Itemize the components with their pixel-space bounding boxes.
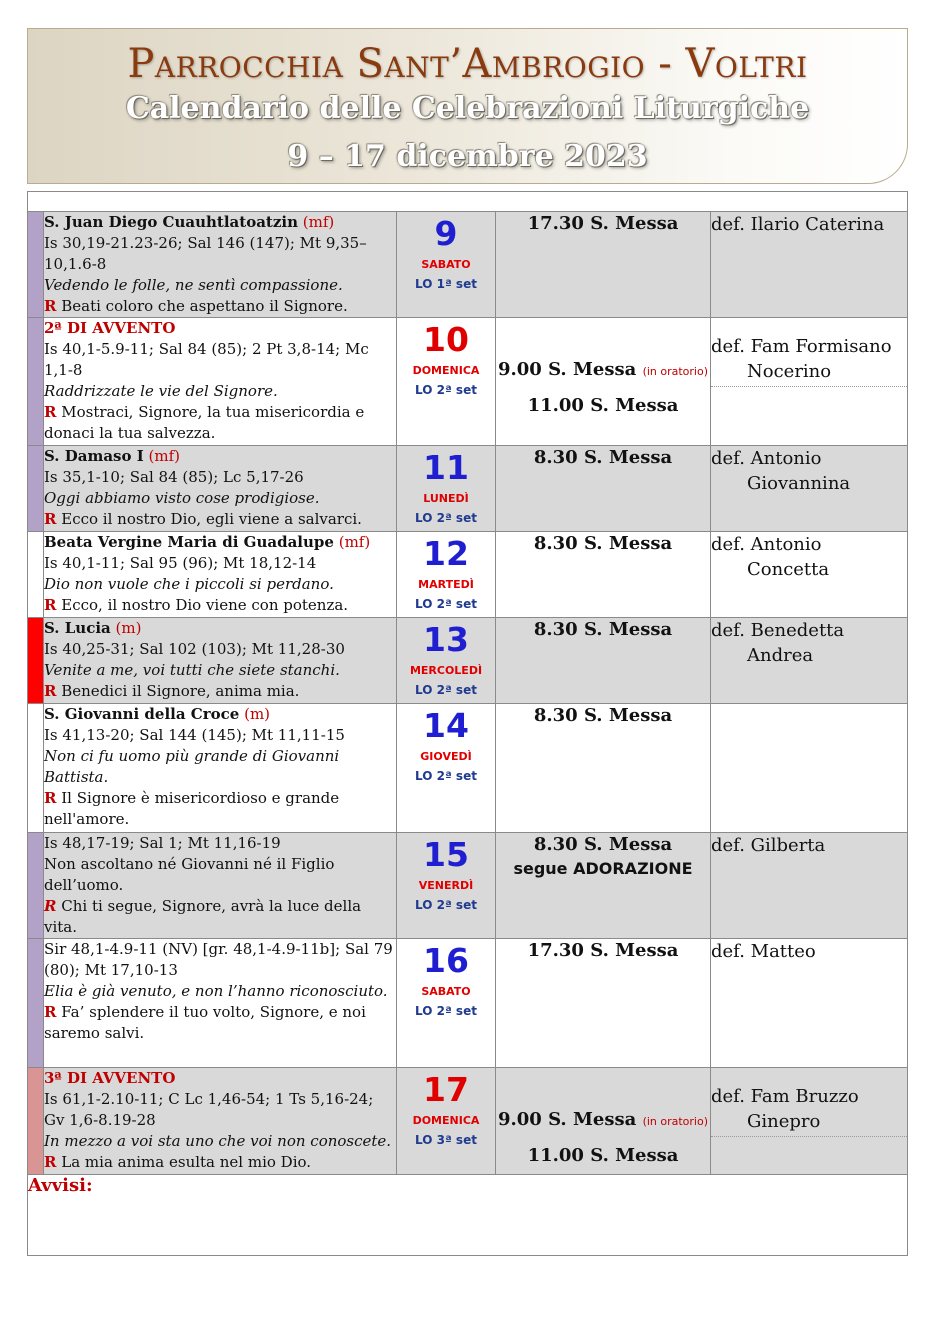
mass-label: 9.00 S. Messa: [497, 1109, 637, 1130]
intention-cell: [711, 212, 908, 318]
readings: Is 40,1-5.9-11; Sal 84 (85); 2 Pt 3,8-14; Mc 1,1-8: [44, 340, 369, 379]
day-name: MERCOLEDÌ: [409, 664, 483, 677]
parish-title: Parrocchia Sant’Ambrogio - Voltri: [127, 41, 808, 87]
mass-time: [496, 446, 710, 470]
day-number: 11: [423, 448, 469, 487]
response-letter: R: [44, 297, 57, 315]
date-cell: [397, 1068, 496, 1175]
mass-note: (in oratorio): [642, 365, 709, 378]
day-number: 10: [423, 320, 469, 359]
psalm-response: [44, 402, 396, 444]
saint-name: S. Damaso I: [44, 447, 144, 465]
liturgy-of-hours: LO 2ª set: [415, 898, 477, 912]
feast-rank: (m): [115, 619, 142, 637]
response-text: Beati coloro che aspettano il Signore.: [61, 297, 348, 315]
mass-note: (in oratorio): [642, 1115, 709, 1128]
date-cell: [397, 318, 496, 446]
mass-time: [496, 618, 710, 642]
readings: Is 40,1-11; Sal 95 (96); Mt 18,12-14: [44, 554, 317, 572]
intention-cell: [711, 939, 908, 1068]
feast-title: 3ª DI AVVENTO: [44, 1069, 176, 1087]
mass-cell: [496, 318, 711, 446]
saint-name: Beata Vergine Maria di Guadalupe: [44, 533, 334, 551]
intention-line: def. Gilberta: [711, 835, 826, 856]
avvisi-label: Avvisi:: [28, 1175, 93, 1196]
psalm-response: [44, 595, 396, 616]
liturgy-of-hours: LO 2ª set: [415, 1004, 477, 1018]
calendar-subtitle: Calendario delle Celebrazioni Liturgiche: [125, 91, 810, 126]
mass-label: 9.00 S. Messa: [497, 359, 637, 380]
mass-cell: [496, 704, 711, 833]
intention-line-2: Giovannina: [747, 473, 851, 494]
intention-cell: [711, 446, 908, 532]
readings: Is 30,19-21.23-26; Sal 146 (147); Mt 9,35–10,1.6-8: [44, 234, 367, 273]
mass-label: 8.30 S. Messa: [533, 834, 673, 855]
intention-line: def. Fam Formisano: [711, 336, 892, 357]
liturgy-of-hours: LO 2ª set: [415, 683, 477, 697]
day-name: SABATO: [421, 258, 471, 271]
mass-cell: [496, 618, 711, 704]
day-row: [28, 833, 908, 939]
date-cell: [397, 446, 496, 532]
response-letter: R: [44, 596, 57, 614]
date-cell: [397, 833, 496, 939]
response-text: Ecco, il nostro Dio viene con potenza.: [61, 596, 349, 614]
day-name: LUNEDÌ: [423, 492, 469, 505]
psalm-response: [44, 896, 396, 938]
day-number: 16: [423, 941, 469, 980]
saint-name: S. Lucia: [44, 619, 111, 637]
day-row: [28, 618, 908, 704]
liturgy-cell: [44, 833, 397, 939]
intention-line-2: Concetta: [747, 559, 830, 580]
antiphon: Elia è già venuto, e non l’hanno riconosciuto.: [44, 982, 388, 1000]
liturgical-color-bar: [28, 939, 44, 1068]
mass-cell: [496, 532, 711, 618]
mass-time-2: 11.00 S. Messa: [527, 1145, 679, 1166]
mass-cell: [496, 212, 711, 318]
feast-rank: (mf): [148, 447, 181, 465]
psalm-response: [44, 681, 396, 702]
antiphon: Venite a me, voi tutti che siete stanchi.: [44, 661, 340, 679]
feast-title: 2ª DI AVVENTO: [44, 319, 176, 337]
feast-rank: (m): [244, 705, 271, 723]
liturgy-cell: [44, 704, 397, 833]
liturgical-color-bar: [28, 618, 44, 704]
psalm-response: [44, 788, 396, 830]
mass-label: 8.30 S. Messa: [533, 619, 673, 640]
response-letter: R: [44, 1153, 57, 1171]
mass-time: [496, 358, 710, 384]
mass-cell: [496, 1068, 711, 1175]
antiphon: Non ci fu uomo più grande di Giovanni Battista.: [44, 747, 340, 786]
liturgical-color-bar: [28, 1068, 44, 1175]
antiphon: Vedendo le folle, ne sentì compassione.: [44, 276, 343, 294]
mass-label: 17.30 S. Messa: [527, 940, 679, 961]
liturgy-cell: [44, 212, 397, 318]
mass-cell: [496, 833, 711, 939]
day-name: VENERDÌ: [418, 879, 474, 892]
intention-line: def. Matteo: [711, 941, 816, 962]
readings: Is 41,13-20; Sal 144 (145); Mt 11,11-15: [44, 726, 345, 744]
date-cell: [397, 532, 496, 618]
saint-name: S. Giovanni della Croce: [44, 705, 240, 723]
antiphon: Non ascoltano né Giovanni né il Figlio dell’uomo.: [44, 855, 335, 894]
response-letter: R: [44, 789, 57, 807]
day-number: 9: [434, 214, 458, 253]
day-row: [28, 532, 908, 618]
mass-cell: [496, 446, 711, 532]
response-text: Benedici il Signore, anima mia.: [61, 682, 300, 700]
liturgy-cell: [44, 939, 397, 1068]
readings: Sir 48,1-4.9-11 (NV) [gr. 48,1-4.9-11b]; Sal 79 (80); Mt 17,10-13: [44, 940, 393, 979]
liturgy-of-hours: LO 3ª set: [415, 1133, 477, 1147]
psalm-response: [44, 1152, 396, 1173]
liturgical-color-bar: [28, 532, 44, 618]
day-name: MARTEDÌ: [418, 578, 474, 591]
mass-label: 8.30 S. Messa: [533, 447, 673, 468]
psalm-response: [44, 509, 396, 530]
day-name: GIOVEDÌ: [420, 750, 472, 763]
intention-line-2: Ginepro: [711, 1109, 907, 1137]
mass-time: [496, 833, 710, 857]
intention-line-2: Nocerino: [711, 359, 907, 387]
intention-cell: [711, 1068, 908, 1175]
date-cell: [397, 939, 496, 1068]
day-name: DOMENICA: [412, 364, 480, 377]
adoration-note: segue ADORAZIONE: [513, 859, 693, 878]
liturgical-color-bar: [28, 446, 44, 532]
liturgical-color-bar: [28, 318, 44, 446]
day-number: 14: [423, 706, 469, 745]
response-text: Chi ti segue, Signore, avrà la luce della vita.: [44, 897, 362, 936]
mass-time: [496, 1108, 710, 1134]
table-top-row: [28, 192, 908, 212]
antiphon: Dio non vuole che i piccoli si perdano.: [44, 575, 334, 593]
response-letter: R: [44, 897, 57, 915]
day-number: 12: [423, 534, 469, 573]
mass-time: [496, 532, 710, 556]
readings: Is 48,17-19; Sal 1; Mt 11,16-19: [44, 834, 281, 852]
response-letter: R: [44, 682, 57, 700]
day-number: 15: [423, 835, 469, 874]
header-banner: [27, 28, 908, 184]
date-cell: [397, 618, 496, 704]
intention-line: def. Ilario Caterina: [711, 214, 885, 235]
intention-cell: [711, 618, 908, 704]
liturgical-color-bar: [28, 212, 44, 318]
response-letter: R: [44, 510, 57, 528]
date-range: 9 – 17 dicembre 2023: [287, 139, 648, 174]
antiphon: In mezzo a voi sta uno che voi non conoscete.: [44, 1132, 392, 1150]
liturgy-of-hours: LO 2ª set: [415, 383, 477, 397]
intention-line-2: Andrea: [747, 645, 814, 666]
mass-label: 17.30 S. Messa: [527, 213, 679, 234]
response-text: Ecco il nostro Dio, egli viene a salvarci.: [61, 510, 362, 528]
liturgy-of-hours: LO 2ª set: [415, 597, 477, 611]
day-row: [28, 212, 908, 318]
response-letter: R: [44, 1003, 57, 1021]
feast-rank: (mf): [302, 213, 335, 231]
mass-time: [496, 704, 710, 728]
day-name: SABATO: [421, 985, 471, 998]
intention-cell: [711, 704, 908, 833]
day-row: [28, 446, 908, 532]
intention-cell: [711, 318, 908, 446]
day-number: 13: [423, 620, 469, 659]
mass-label: 8.30 S. Messa: [533, 533, 673, 554]
avvisi-row: [28, 1175, 908, 1256]
day-name: DOMENICA: [412, 1114, 480, 1127]
psalm-response: [44, 296, 396, 317]
intention-line: def. Benedetta: [711, 620, 845, 641]
liturgy-of-hours: LO 1ª set: [415, 277, 477, 291]
readings: Is 40,25-31; Sal 102 (103); Mt 11,28-30: [44, 640, 345, 658]
liturgy-cell: [44, 1068, 397, 1175]
intention-line: def. Fam Bruzzo: [711, 1086, 859, 1107]
liturgy-of-hours: LO 2ª set: [415, 511, 477, 525]
response-text: Mostraci, Signore, la tua misericordia e donaci la tua salvezza.: [44, 403, 365, 442]
antiphon: Raddrizzate le vie del Signore.: [44, 382, 278, 400]
intention-cell: [711, 833, 908, 939]
response-letter: R: [44, 403, 57, 421]
day-row: [28, 318, 908, 446]
intention-cell: [711, 532, 908, 618]
antiphon: Oggi abbiamo visto cose prodigiose.: [44, 489, 320, 507]
liturgy-cell: [44, 446, 397, 532]
psalm-response: [44, 1002, 396, 1044]
liturgical-color-bar: [28, 833, 44, 939]
mass-cell: [496, 939, 711, 1068]
response-text: Fa’ splendere il tuo volto, Signore, e noi saremo salvi.: [44, 1003, 366, 1042]
day-row: [28, 1068, 908, 1175]
liturgy-of-hours: LO 2ª set: [415, 769, 477, 783]
avvisi-cell: [28, 1175, 908, 1256]
liturgical-color-bar: [28, 704, 44, 833]
day-number: 17: [423, 1070, 469, 1109]
feast-rank: (mf): [338, 533, 371, 551]
response-text: Il Signore è misericordioso e grande nell'amore.: [44, 789, 340, 828]
readings: Is 35,1-10; Sal 84 (85); Lc 5,17-26: [44, 468, 304, 486]
saint-name: S. Juan Diego Cuauhtlatoatzin: [44, 213, 298, 231]
day-row: [28, 939, 908, 1068]
day-row: [28, 704, 908, 833]
mass-label: 8.30 S. Messa: [533, 705, 673, 726]
mass-time: [496, 212, 710, 236]
liturgy-cell: [44, 532, 397, 618]
mass-time: [496, 939, 710, 963]
intention-line: def. Antonio: [711, 534, 822, 555]
readings: Is 61,1-2.10-11; C Lc 1,46-54; 1 Ts 5,16-24; Gv 1,6-8.19-28: [44, 1090, 374, 1129]
celebrations-table: [27, 191, 908, 1256]
mass-time-2: 11.00 S. Messa: [527, 395, 679, 416]
intention-line: def. Antonio: [711, 448, 822, 469]
date-cell: [397, 704, 496, 833]
liturgy-cell: [44, 318, 397, 446]
response-text: La mia anima esulta nel mio Dio.: [61, 1153, 312, 1171]
liturgy-cell: [44, 618, 397, 704]
date-cell: [397, 212, 496, 318]
